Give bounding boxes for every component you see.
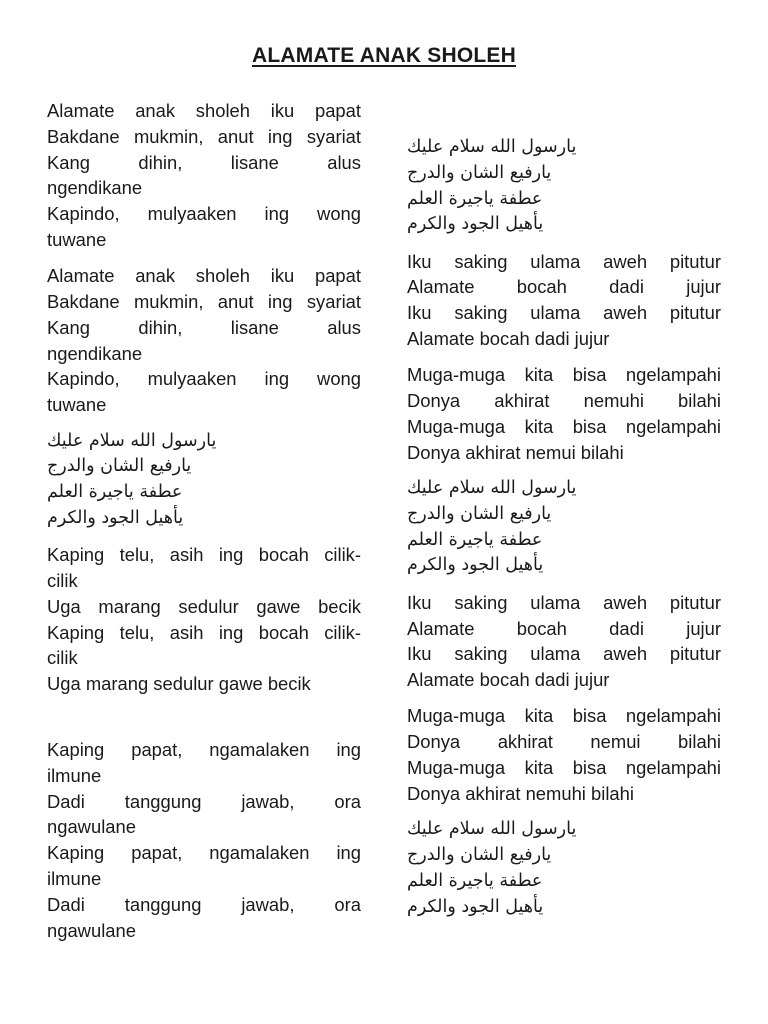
stanza-verse-1 xyxy=(47,98,361,253)
lyric-line: Alamate bocah dadi jujur xyxy=(407,276,721,298)
stanza-verse-3 xyxy=(47,542,361,697)
arabic-lyric-line: يأهيل الجود والكرم xyxy=(407,896,544,917)
stanza-pitutur xyxy=(407,249,721,352)
lyric-line: Alamate anak sholeh iku papat xyxy=(47,100,361,121)
lyric-line: Alamate bocah dadi jujur xyxy=(407,669,610,691)
lyric-line: Kaping papat, ngamalaken ing xyxy=(47,739,361,761)
arabic-lyric-line: عطفة ياجيرة العلم xyxy=(407,529,543,550)
lyric-line: tuwane xyxy=(47,228,107,250)
lyric-line: ngawulane xyxy=(47,816,136,838)
arabic-lyric-line: عطفة ياجيرة العلم xyxy=(47,482,183,503)
lyric-line: Alamate bocah dadi jujur xyxy=(407,617,721,639)
lyric-line: Alamate anak sholeh iku papat xyxy=(47,265,361,287)
stanza-verse-1-repeat xyxy=(47,263,361,418)
lyric-line: ilmune xyxy=(47,764,102,786)
lyric-line: Alamate bocah dadi jujur xyxy=(407,328,610,350)
lyric-line: Donya akhirat nemuhi bilahi xyxy=(407,390,721,412)
lyric-line: Uga marang sedulur gawe becik xyxy=(47,673,311,695)
lyric-line: Kang dihin, lisane alus xyxy=(47,316,361,338)
lyric-line: Donya akhirat nemui bilahi xyxy=(407,441,624,463)
stanza-arabic-chorus xyxy=(407,476,721,579)
lyric-line: Kapindo, mulyaaken ing wong xyxy=(47,203,361,225)
stanza-arabic-chorus xyxy=(47,429,361,532)
arabic-lyric-line: عطفة ياجيرة العلم xyxy=(407,870,543,891)
arabic-lyric-line: يارسول الله سلام عليك xyxy=(407,478,577,499)
lyric-line: Muga-muga kita bisa ngelampahi xyxy=(407,757,721,779)
stanza-pitutur xyxy=(407,590,721,693)
arabic-lyric-line: يأهيل الجود والكرم xyxy=(47,507,184,528)
arabic-lyric-line: يارفيع الشان والدرج xyxy=(407,503,552,524)
left-column xyxy=(47,98,361,954)
arabic-lyric-line: يارفيع الشان والدرج xyxy=(407,844,552,865)
lyric-line: Iku saking ulama aweh pitutur xyxy=(407,302,721,324)
arabic-lyric-line: يارفيع الشان والدرج xyxy=(407,162,552,183)
stanza-arabic-chorus xyxy=(407,817,721,920)
lyric-line: Dadi tanggung jawab, ora xyxy=(47,790,361,812)
lyric-line: Kapindo, mulyaaken ing wong xyxy=(47,368,361,390)
lyric-line: ngendikane xyxy=(47,177,143,199)
arabic-lyric-line: يأهيل الجود والكرم xyxy=(407,214,544,235)
arabic-lyric-line: يارسول الله سلام عليك xyxy=(407,819,577,840)
lyric-line: Donya akhirat nemui bilahi xyxy=(407,731,721,753)
lyric-line: Muga-muga kita bisa ngelampahi xyxy=(407,705,721,727)
lyric-line: Bakdane mukmin, anut ing syariat xyxy=(47,125,361,147)
stanza-muga-muga xyxy=(407,703,721,806)
lyric-line: Uga marang sedulur gawe becik xyxy=(47,595,361,617)
lyric-line: cilik xyxy=(47,570,78,592)
lyric-line: Iku saking ulama aweh pitutur xyxy=(407,250,721,272)
lyric-line: Kaping papat, ngamalaken ing xyxy=(47,842,361,864)
lyric-line: cilik xyxy=(47,647,78,669)
stanza-verse-4 xyxy=(47,737,361,943)
lyric-line: Kaping telu, asih ing bocah cilik- xyxy=(47,544,361,566)
stanza-muga-muga xyxy=(407,362,721,465)
lyric-line: ilmune xyxy=(47,868,102,890)
lyric-line: Iku saking ulama aweh pitutur xyxy=(407,591,721,613)
lyric-line: Donya akhirat nemuhi bilahi xyxy=(407,782,634,804)
lyric-line: Muga-muga kita bisa ngelampahi xyxy=(407,415,721,437)
stanza-arabic-chorus xyxy=(407,135,721,238)
arabic-lyric-line: يأهيل الجود والكرم xyxy=(407,555,544,576)
lyric-line: ngawulane xyxy=(47,919,136,941)
arabic-lyric-line: يارفيع الشان والدرج xyxy=(47,456,192,477)
lyric-line: Kaping telu, asih ing bocah cilik- xyxy=(47,621,361,643)
lyric-line: Iku saking ulama aweh pitutur xyxy=(407,643,721,665)
lyric-line: Bakdane mukmin, anut ing syariat xyxy=(47,291,361,313)
lyric-line: tuwane xyxy=(47,394,107,416)
lyric-line: Kang dihin, lisane alus xyxy=(47,151,361,173)
lyric-line: Muga-muga kita bisa ngelampahi xyxy=(407,364,721,386)
lyric-line: Dadi tanggung jawab, ora xyxy=(47,893,361,915)
arabic-lyric-line: يارسول الله سلام عليك xyxy=(47,430,217,451)
arabic-lyric-line: عطفة ياجيرة العلم xyxy=(407,188,543,209)
arabic-lyric-line: يارسول الله سلام عليك xyxy=(407,137,577,157)
page-title: ALAMATE ANAK SHOLEH xyxy=(252,44,516,67)
lyric-line: ngendikane xyxy=(47,342,143,364)
right-column xyxy=(407,135,721,931)
